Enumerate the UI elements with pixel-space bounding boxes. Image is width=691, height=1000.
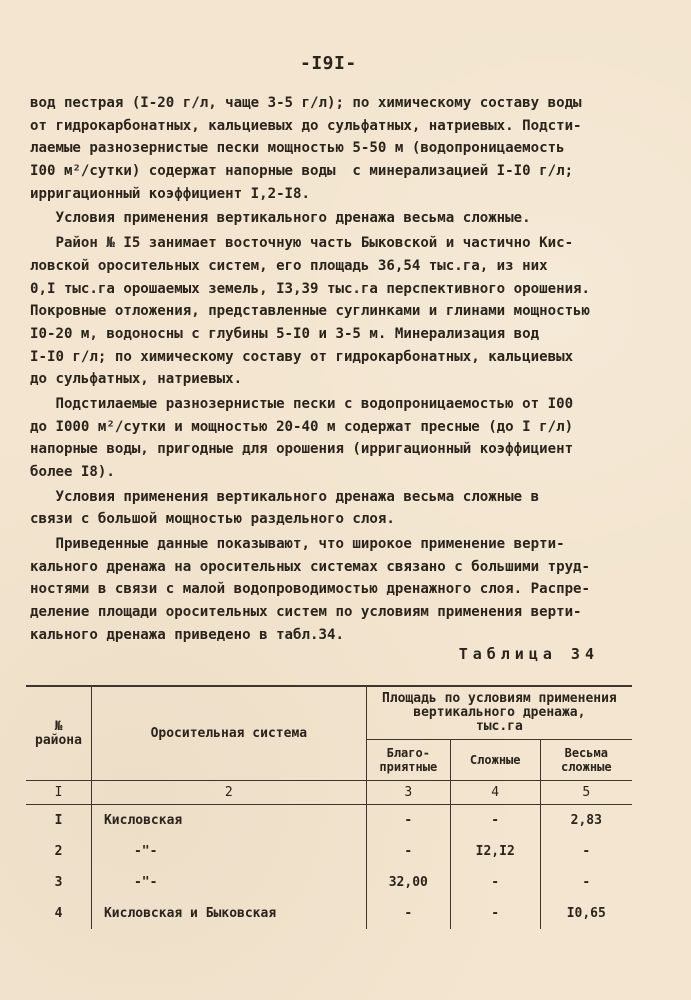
column-number: 3 xyxy=(366,781,450,805)
text-line: Подстилаемые разнозернистые пески с водопроницаемостью от I00 xyxy=(30,395,574,412)
district-number-cell: 4 xyxy=(26,898,91,929)
irrigation-system-cell: Кисловская xyxy=(91,805,366,837)
table-row xyxy=(26,898,632,929)
text-line: до I000 м²/сутки и мощностью 20-40 м содержат пресные (до I г/л) xyxy=(30,418,574,435)
body-text xyxy=(30,92,650,647)
table-row xyxy=(26,867,632,898)
favorable-header xyxy=(366,740,450,781)
district-header-text: № района xyxy=(35,718,82,748)
text-line: ловской оросительных систем, его площадь 36,54 тыс.га, из них xyxy=(30,257,548,274)
complex-area-cell: I2,I2 xyxy=(450,836,540,867)
text-line: вод пестрая (I-20 г/л, чаще 3-5 г/л); по химическому составу воды xyxy=(30,95,582,111)
complex-area-cell: - xyxy=(450,867,540,898)
district-number-cell: I xyxy=(26,805,91,837)
page-number: -I9I- xyxy=(300,53,357,74)
text-line: до сульфатных, натриевых. xyxy=(30,371,243,388)
table-title: Таблица 34 xyxy=(458,645,599,663)
favorable-area-cell: - xyxy=(366,836,450,867)
text-line: Район № I5 занимает восточную часть Быковской и частично Кис- xyxy=(30,235,574,252)
favorable-header-text: Благо- приятные xyxy=(379,746,438,774)
text-line: I00 м²/сутки) содержат напорные воды с минерализацией I-I0 г/л; xyxy=(30,163,574,180)
column-number: I xyxy=(26,781,91,805)
very-complex-area-cell: 2,83 xyxy=(570,813,602,828)
text-line: Условия применения вертикального дренажа весьма сложные. xyxy=(30,210,531,227)
very-complex-header xyxy=(540,740,632,781)
text-line: более I8). xyxy=(30,464,115,480)
column-number: 5 xyxy=(540,781,632,805)
text-line: кального дренажа на оросительных системах связано с большими труд- xyxy=(30,558,591,575)
very-complex-area-cell: - xyxy=(582,844,591,859)
complex-header xyxy=(450,740,540,781)
text-line: напорные воды, пригодные для орошения (ирригационный коэффициент xyxy=(30,441,574,458)
column-number: 4 xyxy=(450,781,540,805)
complex-header-text: Сложные xyxy=(469,753,521,767)
column-number: 2 xyxy=(91,781,366,805)
text-line: связи с большой мощностью раздельного слоя. xyxy=(30,511,395,528)
irrigation-system-cell: Кисловская и Быковская xyxy=(91,898,366,929)
drainage-area-table xyxy=(26,685,632,929)
text-line: ностями в связи с малой водопроводимостью дренажного слоя. Распре- xyxy=(30,581,591,598)
very-complex-area-cell: I0,65 xyxy=(566,906,606,921)
very-complex-header-text: Весьма сложные xyxy=(560,746,612,774)
district-number-cell: 2 xyxy=(26,836,91,867)
text-line: I-I0 г/л; по химическому составу от гидрокарбонатных, кальциевых xyxy=(30,348,574,365)
text-line: лаемые разнозернистые пески мощностью 5-50 м (водопроницаемость xyxy=(30,140,565,157)
table-header-row xyxy=(26,686,632,740)
area-group-header-text: Площадь по условиям применения вертикального дренажа, тыс.га xyxy=(381,691,617,734)
text-line: 0,I тыс.га орошаемых земель, I3,39 тыс.га перспективного орошения. xyxy=(30,280,591,297)
area-group-header xyxy=(366,686,632,740)
text-line: ирригационный коэффициент I,2-I8. xyxy=(30,185,311,202)
favorable-area-cell: - xyxy=(366,898,450,929)
text-line: от гидрокарбонатных, кальциевых до сульфатных, натриевых. Подсти- xyxy=(30,117,582,134)
system-header-text: Оросительная система xyxy=(150,725,308,741)
irrigation-system-cell: -"- xyxy=(91,867,366,898)
favorable-area-cell: 32,00 xyxy=(366,867,450,898)
column-number-row xyxy=(26,781,632,805)
text-line: кального дренажа приведено в табл.34. xyxy=(30,626,344,643)
complex-area-cell: - xyxy=(450,898,540,929)
text-line: I0-20 м, водоносны с глубины 5-I0 и 3-5 м. Минерализация вод xyxy=(30,325,540,342)
irrigation-system-cell: -"- xyxy=(91,836,366,867)
table-row xyxy=(26,836,632,867)
district-number-cell: 3 xyxy=(26,867,91,898)
text-line: Приведенные данные показывают, что широкое применение верти- xyxy=(30,536,565,553)
system-header xyxy=(91,686,366,781)
text-line: Покровные отложения, представленные суглинками и глинами мощностью xyxy=(30,303,591,320)
district-header xyxy=(26,686,91,781)
very-complex-area-cell: - xyxy=(582,875,591,890)
data-table-container xyxy=(26,685,632,929)
text-line: Условия применения вертикального дренажа весьма сложные в xyxy=(30,488,540,505)
complex-area-cell: - xyxy=(450,805,540,837)
favorable-area-cell: - xyxy=(366,805,450,837)
table-row xyxy=(26,805,632,837)
text-line: деление площади оросительных систем по условиям применения верти- xyxy=(30,604,582,621)
